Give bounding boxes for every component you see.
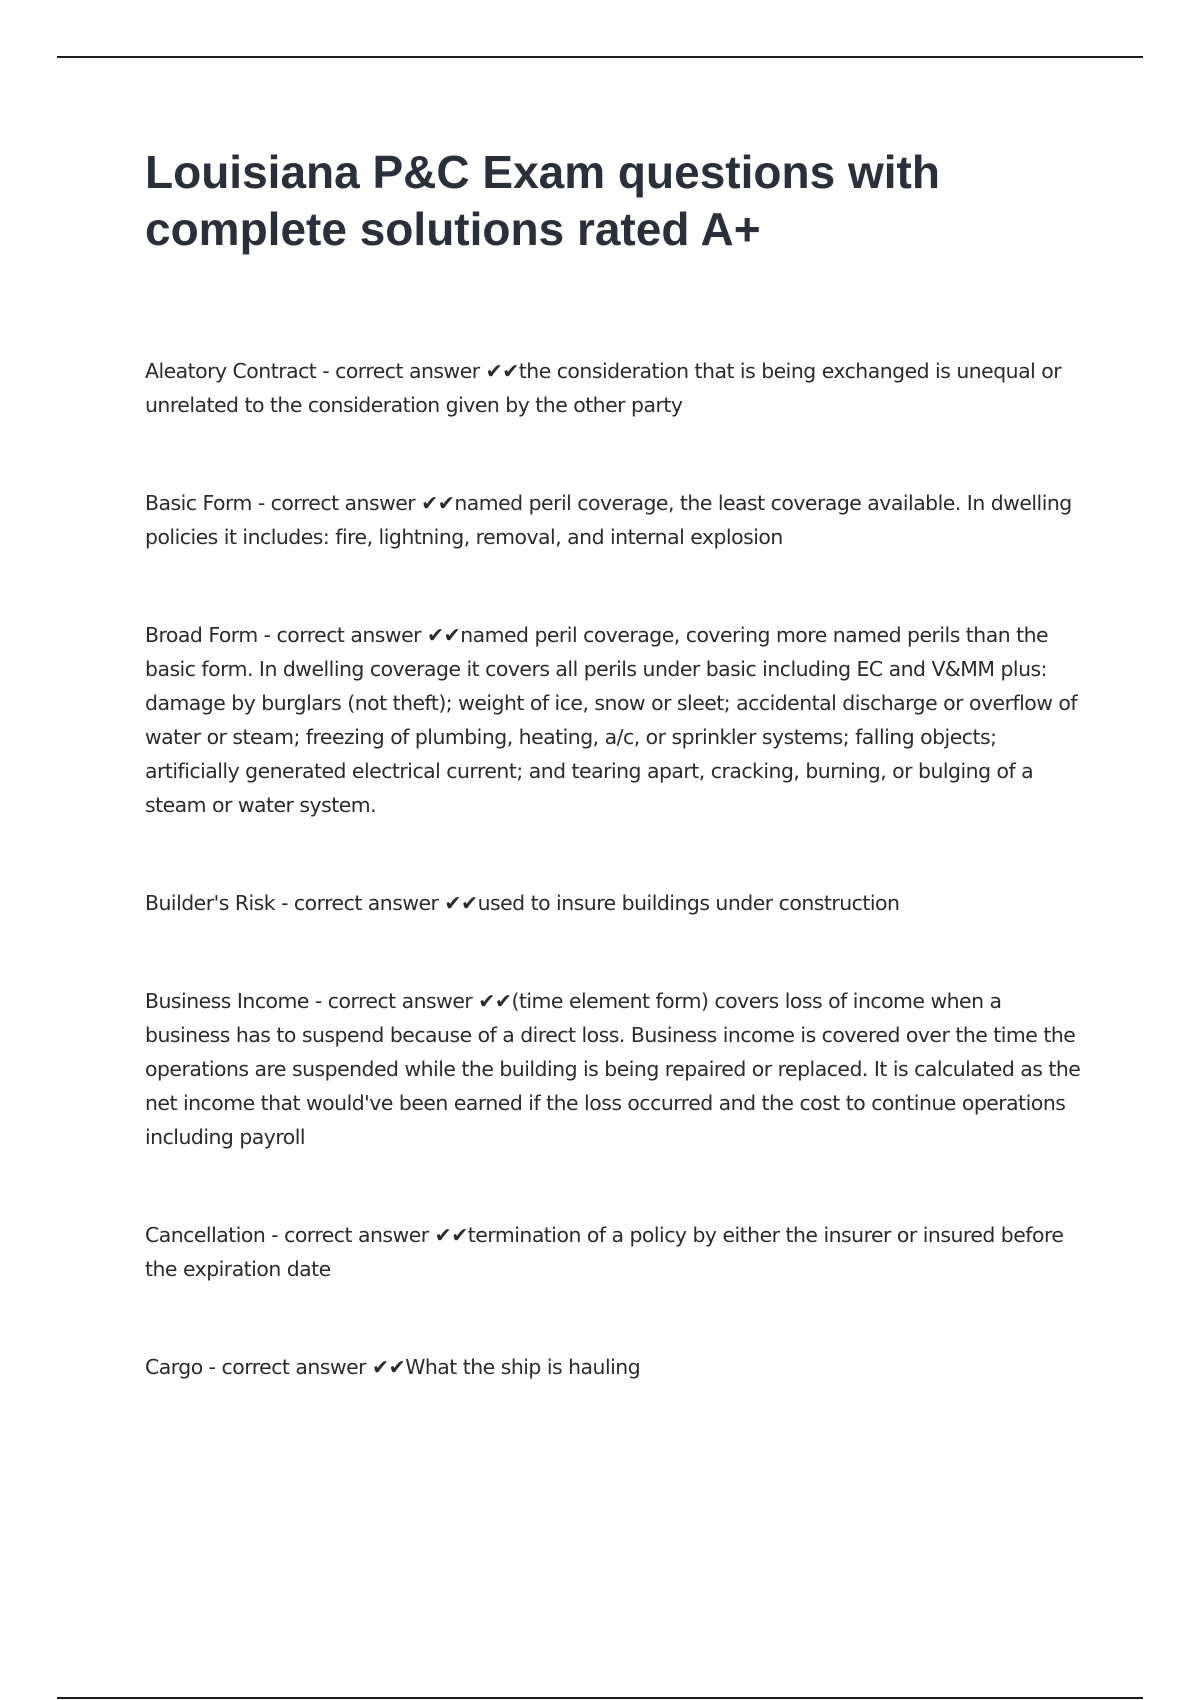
entry-definition: (time element form) covers loss of income when a business has to suspend because of a direct loss. Business income is covered over the time the operations are suspended while the building is being repaired or replaced. It is calculated as the net income that would've been earned if the loss occurred and the cost to continue operations including payroll xyxy=(145,989,1081,1149)
entry-term: Aleatory Contract xyxy=(145,359,317,383)
entry-term: Cargo xyxy=(145,1355,203,1379)
qa-entry xyxy=(145,354,1085,422)
qa-entry xyxy=(145,486,1085,554)
entry-definition: named peril coverage, the least coverage available. In dwelling policies it includes: fire, lightning, removal, and internal explosion xyxy=(145,491,1072,549)
qa-entry xyxy=(145,984,1085,1154)
entry-separator: - correct answer ✔✔ xyxy=(265,1223,468,1247)
entry-term: Business Income xyxy=(145,989,309,1013)
entry-separator: - correct answer ✔✔ xyxy=(257,623,461,647)
qa-entry xyxy=(145,1218,1085,1286)
entry-definition: the consideration that is being exchanged is unequal or unrelated to the consideration given by the other party xyxy=(145,359,1062,417)
qa-entry xyxy=(145,886,1085,920)
page-title: Louisiana P&C Exam questions with complete solutions rated A+ xyxy=(145,146,940,255)
entry-separator: - correct answer ✔✔ xyxy=(308,989,512,1013)
entry-separator: - correct answer ✔✔ xyxy=(316,359,519,383)
qa-entry xyxy=(145,618,1085,822)
qa-list xyxy=(145,354,1085,1384)
bottom-rule xyxy=(57,1697,1143,1699)
entry-definition: used to insure buildings under construction xyxy=(477,891,900,915)
entry-definition: What the ship is hauling xyxy=(405,1355,641,1379)
entry-definition: named peril coverage, covering more named perils than the basic form. In dwelling coverage it covers all perils under basic including EC and V&MM plus: damage by burglars (not theft); weight of ice, snow or sleet; accidental discharge or overflow of water or steam; freezing of plumbing, heating, a/c, or sprinkler systems; falling objects; artificially generated electrical current; and tearing apart, cracking, burning, or bulging of a steam or water system. xyxy=(145,623,1078,817)
entry-separator: - correct answer ✔✔ xyxy=(202,1355,406,1379)
qa-entry xyxy=(145,1350,1085,1384)
entry-term: Basic Form xyxy=(145,491,252,515)
entry-definition: termination of a policy by either the insurer or insured before the expiration date xyxy=(145,1223,1064,1281)
entry-term: Cancellation xyxy=(145,1223,266,1247)
top-rule xyxy=(57,56,1143,58)
entry-term: Builder's Risk xyxy=(145,891,276,915)
entry-separator: - correct answer ✔✔ xyxy=(251,491,455,515)
entry-term: Broad Form xyxy=(145,623,258,647)
entry-separator: - correct answer ✔✔ xyxy=(275,891,478,915)
